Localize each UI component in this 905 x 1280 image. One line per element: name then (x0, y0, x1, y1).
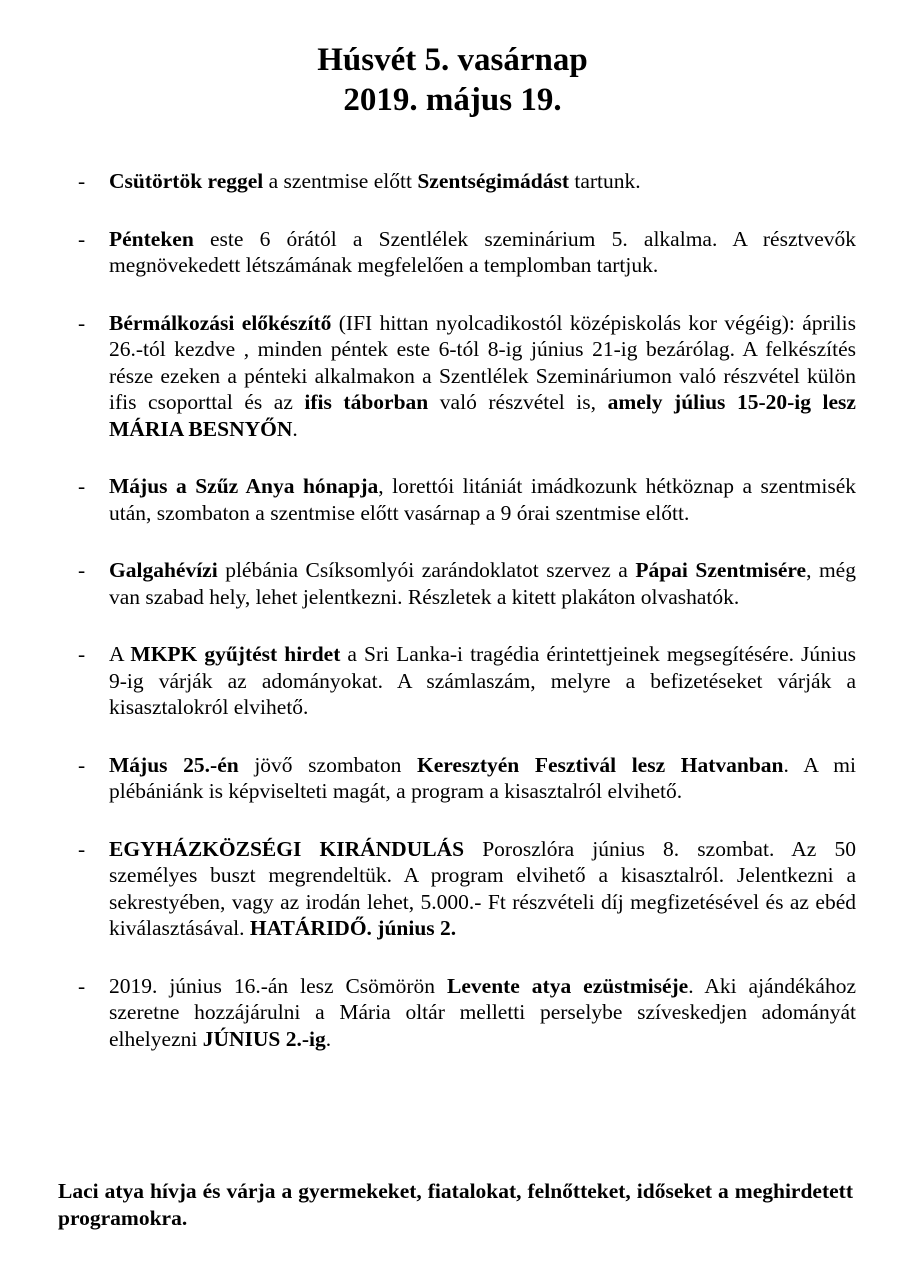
announcement-text (109, 474, 856, 525)
bullet-dash: - (78, 169, 86, 193)
body-text: a szentmise előtt (263, 169, 418, 193)
body-text: . (325, 1026, 332, 1051)
emphasis-text: Pápai Szentmisére (635, 558, 807, 582)
body-text: A (109, 642, 131, 666)
announcement-text (109, 311, 856, 441)
announcement-item (78, 557, 856, 610)
announcement-item (78, 973, 856, 1053)
emphasis-text: Keresztyén Fesztivál lesz Hatvanban (416, 752, 784, 777)
emphasis-text: amely július 15-20-ig lesz MÁRIA BESNYŐN (109, 390, 856, 441)
announcement-item (78, 473, 856, 526)
announcement-text (109, 227, 856, 278)
body-text: Poroszlóra június 8. szombat. Az 50 személyes buszt megrendeltük. A program elvihető a kisasztalról. Jelentkezni a sekrestyében, vagy az irodán lehet, 5.000.- Ft részvételi díj megfizetésével és az ebéd kiválasztásával. (109, 836, 856, 940)
body-text: , lorettói litániát imádkozunk hétköznap a szentmisék után, szombaton a szentmise előtt vasárnap a 9 órai szentmise előtt. (109, 474, 856, 525)
emphasis-text: ifis táborban (304, 390, 429, 414)
announcement-item (78, 836, 856, 942)
emphasis-text: Bérmálkozási előkészítő (109, 310, 332, 335)
body-text: jövő szombaton (238, 752, 417, 777)
body-text: tartunk. (569, 169, 641, 193)
announcement-item (78, 752, 856, 805)
announcement-text (109, 837, 856, 941)
emphasis-text: Május a Szűz Anya hónapja (109, 474, 379, 498)
emphasis-text: HATÁRIDŐ. június 2. (249, 916, 457, 940)
announcement-list (78, 168, 856, 1083)
body-text: (IFI hittan nyolcadikostól középiskolás kor végéig): április 26.-tól kezdve , minden péntek este 6-tól 8-ig június 21-ig bezárólag. A felkészítés része ezeken a pénteki alkalmakon a Szentlélek Szemináriumon való részvétel külön ifis csoporttal és az (109, 310, 856, 414)
bullet-dash: - (78, 752, 86, 777)
announcement-text (109, 642, 856, 719)
emphasis-text: Pénteken (109, 226, 194, 251)
page-title: Húsvét 5. vasárnap (317, 42, 588, 78)
bullet-dash: - (78, 836, 86, 861)
emphasis-text: Levente atya ezüstmiséje (447, 973, 689, 998)
body-text: , még van szabad hely, lehet jelentkezni. Részletek a kitett plakáton olvashatók. (109, 558, 856, 609)
announcement-text (109, 169, 641, 193)
body-text: 2019. június 16.-án lesz Csömörön (109, 973, 448, 998)
emphasis-text: Galgahévízi (109, 558, 218, 582)
bullet-dash: - (78, 642, 86, 666)
body-text: . A mi plébániánk is képviselteti magát, a program a kisasztalról elvihető. (109, 752, 857, 803)
body-text: plébánia Csíksomlyói zarándoklatot szervez a (217, 558, 636, 582)
announcement-text (109, 753, 856, 804)
closing-note: Laci atya hívja és várja a gyermekeket, fiatalokat, felnőtteket, időseket a meghirdetett programokra. (58, 1179, 853, 1230)
header (0, 40, 905, 120)
bullet-dash: - (78, 973, 86, 998)
emphasis-text: Szentségimádást (417, 169, 569, 193)
body-text: a Sri Lanka-i tragédia érintettjeinek megsegítésére. Június 9-ig várják az adományokat. A számlaszám, melyre a befizetéseket várják a kisasztalokról elvihető. (109, 642, 857, 719)
announcement-item (78, 168, 856, 195)
body-text: este 6 órától a Szentlélek szeminárium 5. alkalma. A résztvevők megnövekedett létszámának megfelelően a templomban tartjuk. (109, 226, 856, 277)
emphasis-text: Május 25.-én (109, 752, 239, 777)
emphasis-text: MKPK gyűjtést hirdet (130, 642, 341, 666)
bullet-dash: - (78, 474, 86, 498)
body-text: való részvétel is, (428, 390, 608, 414)
bullet-dash: - (78, 558, 86, 582)
emphasis-text: JÚNIUS 2.-ig (202, 1026, 326, 1051)
body-text: . (292, 416, 298, 441)
bullet-dash: - (78, 310, 86, 335)
announcement-item (78, 641, 856, 721)
bullet-dash: - (78, 226, 86, 251)
emphasis-text: Csütörtök reggel (109, 169, 264, 193)
page-date: 2019. május 19. (343, 82, 562, 118)
announcement-item (78, 310, 856, 443)
announcement-item (78, 226, 856, 279)
emphasis-text: EGYHÁZKÖZSÉGI KIRÁNDULÁS (109, 836, 465, 861)
announcement-text (109, 558, 856, 609)
announcement-text (109, 974, 856, 1051)
body-text: . Aki ajándékához szeretne hozzájárulni a Mária oltár melletti perselybe szíveskedjen adományát elhelyezni (109, 973, 856, 1051)
